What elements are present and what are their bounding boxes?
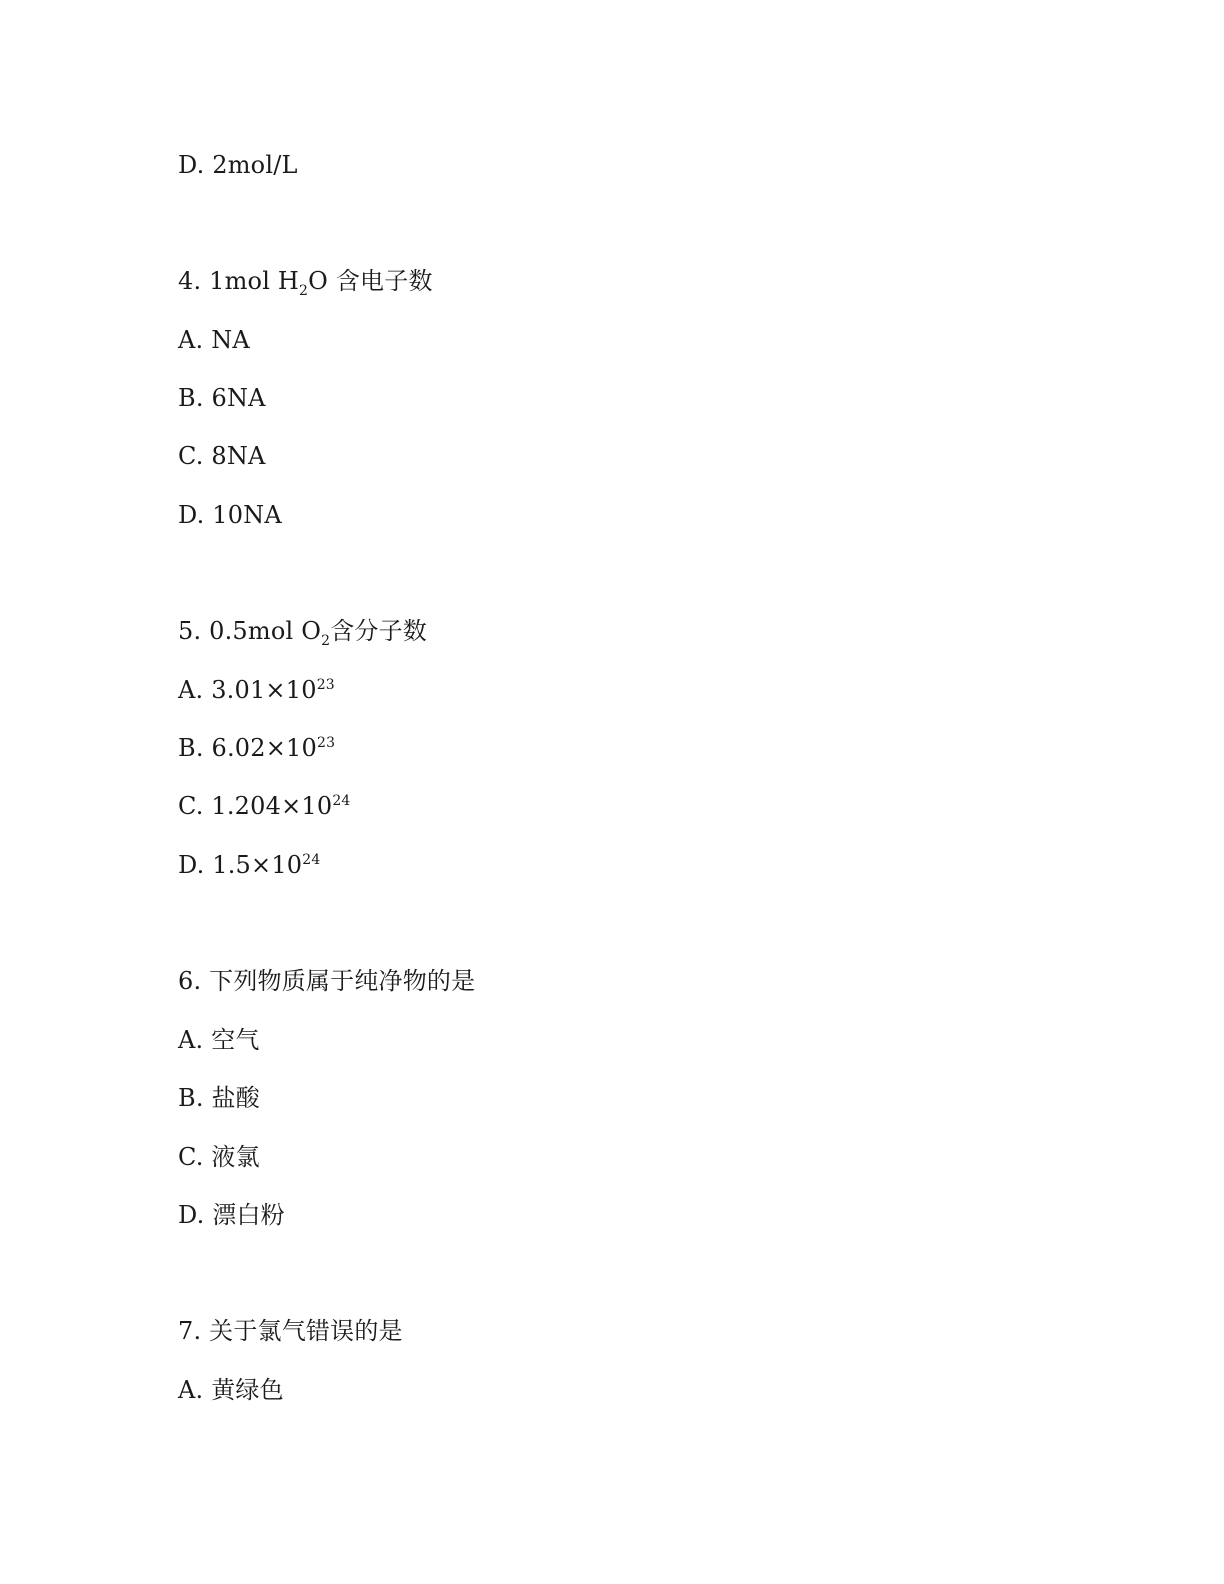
question-5-option-b [178, 733, 335, 763]
question-5-option-a-base: A. 3.01×10 [178, 676, 317, 704]
question-5-option-d-base: D. 1.5×10 [178, 851, 303, 879]
question-4-stem [178, 266, 433, 299]
question-4-option-a: A. NA [178, 326, 250, 354]
question-5-stem-prefix: 5. 0.5mol O [178, 617, 322, 645]
question-5-option-c [178, 791, 351, 821]
question-6-option-d: D. 漂白粉 [178, 1201, 285, 1229]
question-5-stem-suffix: 含分子数 [330, 617, 428, 645]
question-5-option-d-exponent: 24 [302, 852, 321, 868]
question-4-option-d: D. 10NA [178, 501, 282, 529]
question-4-option-b: B. 6NA [178, 384, 266, 412]
question-5-option-d [178, 850, 320, 880]
question-6-option-c: C. 液氯 [178, 1143, 260, 1171]
question-6-stem: 6. 下列物质属于纯净物的是 [178, 967, 476, 995]
question-5-option-b-exponent: 23 [316, 735, 336, 751]
question-5-option-a-exponent: 23 [316, 677, 335, 693]
question-4-option-c: C. 8NA [178, 442, 266, 470]
question-4-stem-suffix: O 含电子数 [308, 267, 433, 295]
question-4-stem-subscript: 2 [299, 282, 309, 299]
question-5-option-b-base: B. 6.02×10 [178, 734, 317, 762]
question-6-option-b: B. 盐酸 [178, 1084, 260, 1112]
question-5-stem [178, 616, 428, 649]
question-4-stem-prefix: 4. 1mol H [178, 267, 300, 295]
option-d-prev: D. 2mol/L [178, 151, 298, 179]
question-5-option-c-base: C. 1.204×10 [178, 792, 333, 820]
question-5-option-c-exponent: 24 [332, 793, 351, 809]
question-7-stem: 7. 关于氯气错误的是 [178, 1317, 403, 1345]
question-5-option-a [178, 675, 335, 705]
question-5-stem-subscript: 2 [321, 632, 331, 649]
question-6-option-a: A. 空气 [178, 1026, 260, 1054]
question-7-option-a: A. 黄绿色 [178, 1376, 284, 1404]
